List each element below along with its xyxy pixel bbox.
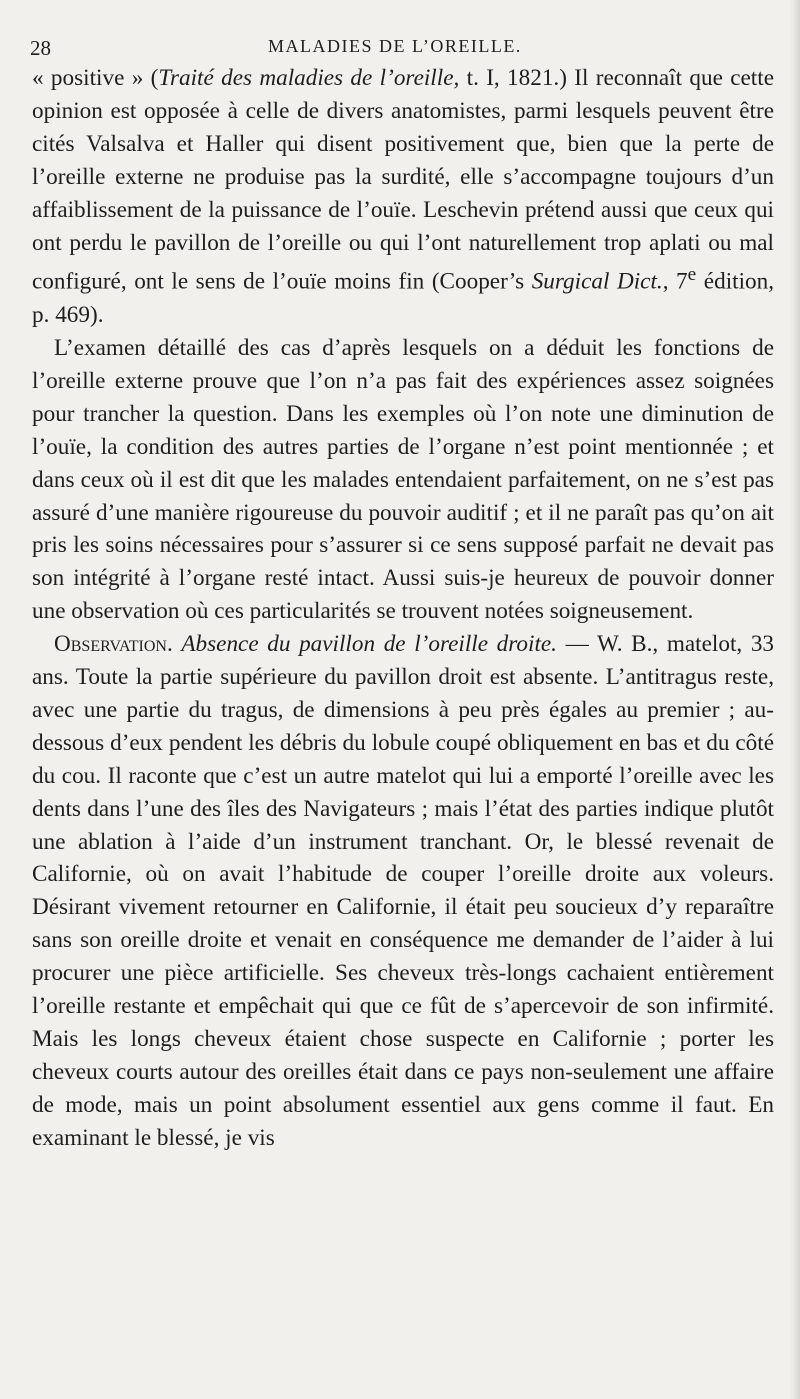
page-body [32, 62, 774, 1155]
page-number: 28 [30, 36, 51, 60]
paragraph-1-text-b: t. I, 1821.) Il reconnaît que cette opinion est opposée à celle de divers anatomistes, parmi lesquels peuvent être cités Valsalva et Haller qui disent positivement que, bien que la perte de l’oreille externe ne produise pas la surdité, elle s’accompagne toujours d’un affaiblissement de la puissance de l’ouïe. Leschevin prétend aussi que ceux qui ont perdu le pavillon de l’oreille ou qui l’ont naturellement trop aplati ou mal configuré, ont le sens de l’ouïe moins fin (Cooper’s [32, 65, 774, 296]
citation-surgical-dict: Surgical Dict. [531, 269, 663, 296]
page-edge-shadow [790, 0, 800, 1399]
observation-title: Absence du pavillon de l’oreille droite. [181, 631, 557, 658]
observation-text: — W. B., matelot, 33 ans. Toute la partie supérieure du pavillon droit est absente. L’antitragus reste, avec une partie du tragus, de dimensions à peu près égales au premier ; au-dessous d’eux pendent les débris du lobule coupé obliquement en bas et du côté du cou. Il raconte que c’est un autre matelot qui lui a emporté l’oreille avec les dents dans l’une des îles des Navigateurs ; mais l’état des parties indique plutôt une ablation à l’aide d’un instrument tranchant. Or, le blessé revenait de Californie, où on avait l’habitude de couper l’oreille droite aux voleurs. Désirant vivement retourner en Californie, il était peu soucieux d’y reparaître sans son oreille droite et venait en conséquence me demander de l’aider à lui procurer une pièce artificielle. Ses cheveux très-longs cachaient entièrement l’oreille restante et empêchait qui que ce fût de s’apercevoir de son infirmité. Mais les longs cheveux étaient chose suspecte en Californie ; porter les cheveux courts autour des oreilles était dans ce pays non-seulement une affaire de mode, mais un point absolument essentiel aux gens comme il faut. En examinant le blessé, je vis [32, 631, 775, 1151]
paragraph-observation [32, 628, 774, 1155]
edition-superscript: e [687, 264, 697, 286]
running-title: MALADIES DE L’OREILLE. [268, 36, 522, 56]
paragraph-2 [32, 332, 774, 628]
paragraph-1-text-a: « positive » ( [32, 65, 159, 91]
paragraph-2-text: L’examen détaillé des cas d’après lesquels on a déduit les fonctions de l’oreille externe prouve que l’on n’a pas fait des expériences assez soignées pour trancher la question. Dans les exemples où l’on note une diminution de l’ouïe, la condition des autres parties de l’organe n’est point mentionnée ; et dans ceux où il est dit que les malades entendaient parfaitement, on ne s’est pas assuré d’une manière rigoureuse du pouvoir auditif ; et il ne paraît pas qu’on ait pris les soins nécessaires pour s’assurer si ce sens supposé parfait ne devait pas son intégrité à l’organe resté intact. Aussi suis-je heureux de pouvoir donner une observation où ces particularités se trouvent notées soigneusement. [32, 334, 774, 625]
observation-label: Observation. [54, 631, 173, 658]
citation-traite: Traité des maladies de l’oreille, [158, 65, 460, 91]
paragraph-1 [32, 62, 774, 332]
paragraph-1-text-c: , 7 [662, 269, 688, 296]
paragraph-1-text-d: édition, p. 469). [32, 269, 775, 329]
